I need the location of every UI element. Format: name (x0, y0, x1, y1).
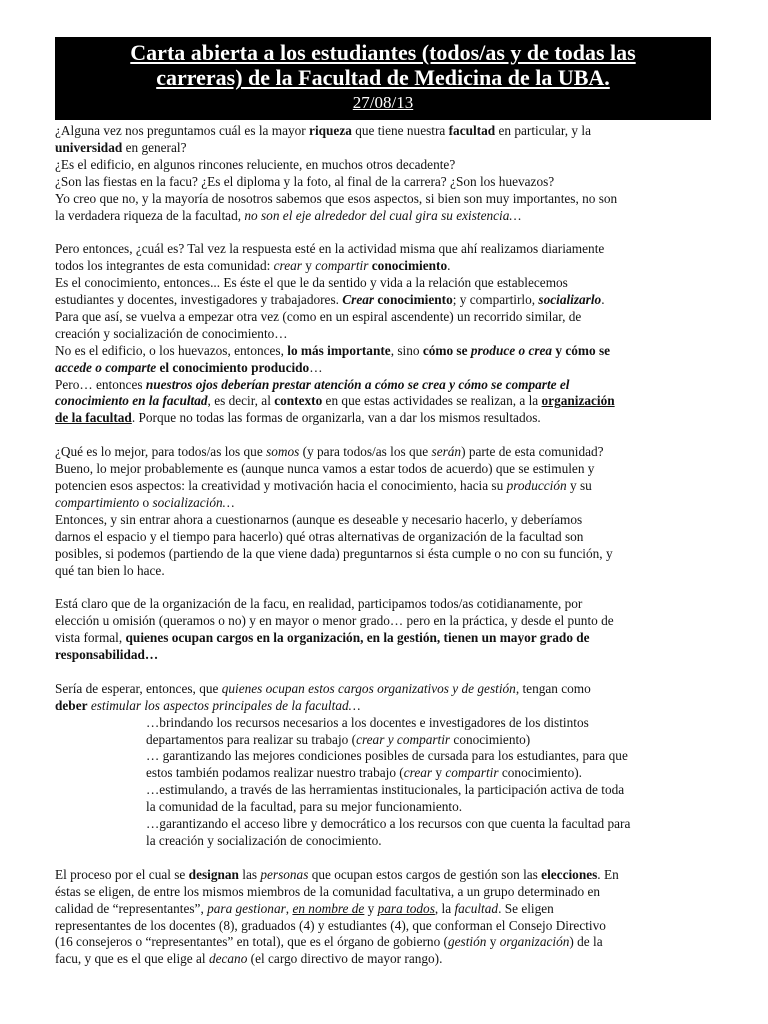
text-line: universidad en general? (55, 139, 187, 155)
list-item-line: la comunidad de la facultad, para su mejor funcionamiento. (146, 799, 463, 815)
paragraph-elecciones (55, 867, 717, 968)
paragraph-gap (55, 224, 717, 241)
text-line: calidad de “representantes”, para gestionar, en nombre de y para todos, la facultad. Se eligen (55, 900, 554, 916)
text-line: Para que así, se vuelva a empezar otra vez (como en un espiral ascendente) un recorrido similar, de (55, 308, 582, 324)
text-line: deber estimular los aspectos principales de la facultad… (55, 697, 361, 713)
text-line: vista formal, quienes ocupan cargos en la organización, en la gestión, tienen un mayor grado de (55, 630, 590, 646)
paragraph-deber (55, 681, 717, 850)
document-date: 27/08/13 (352, 93, 414, 112)
text-line: Pero entonces, ¿cuál es? Tal vez la respuesta esté en la actividad misma que ahí realizamos diariamente (55, 241, 605, 257)
text-line: todos los integrantes de esta comunidad: crear y compartir conocimiento. (55, 258, 451, 274)
text-line: responsabilidad… (55, 647, 159, 663)
text-line: Sería de esperar, entonces, que quienes ocupan estos cargos organizativos y de gestión, tengan como (55, 680, 591, 696)
title-line-1: Carta abierta a los estudiantes (todos/as y de todas las (130, 40, 636, 65)
text-line: la verdadera riqueza de la facultad, no son el eje alrededor del cual gira su existencia… (55, 207, 522, 223)
text-line: Está claro que de la organización de la facu, en realidad, participamos todos/as cotidianamente, por (55, 596, 583, 612)
text-line: accede o comparte el conocimiento producido… (55, 359, 323, 375)
text-line: ¿Qué es lo mejor, para todos/as los que somos (y para todos/as los que serán) parte de esta comunidad? (55, 444, 604, 460)
list-item-line: departamentos para realizar su trabajo (crear y compartir conocimiento) (146, 731, 531, 747)
text-line: Yo creo que no, y la mayoría de nosotros sabemos que esos aspectos, si bien son muy importantes, no son (55, 190, 618, 206)
text-line: posibles, si podemos (partiendo de la que viene dada) preguntarnos si ésta cumple o no con su función, y (55, 545, 613, 561)
text-line: El proceso por el cual se designan las personas que ocupan estos cargos de gestión son las elecciones. En (55, 866, 619, 882)
text-line: éstas se eligen, de entre los mismos miembros de la comunidad facultativa, a un grupo determinado en (55, 883, 601, 899)
paragraph-gap (55, 579, 717, 596)
text-line: conocimiento en la facultad, es decir, al contexto en que estas actividades se realizan, a la organización (55, 393, 615, 409)
text-line: estudiantes y docentes, investigadores y trabajadores. Crear conocimiento; y compartirlo, socializarlo. (55, 292, 605, 308)
list-item-line: estos también podamos realizar nuestro trabajo (crear y compartir conocimiento). (146, 765, 582, 781)
text-line: qué tan bien lo hace. (55, 562, 165, 578)
text-line: creación y socialización de conocimiento… (55, 325, 288, 341)
paragraph-lo-mejor (55, 444, 717, 579)
text-line: representantes de los docentes (8), graduados (4) y estudiantes (4), que conforman el Consejo Directivo (55, 917, 606, 933)
text-line: compartimiento o socialización… (55, 494, 235, 510)
text-line: facu, y que es el que elige al decano (el cargo directivo de mayor rango). (55, 951, 443, 967)
paragraph-gap (55, 427, 717, 444)
text-line: elección u omisión (queramos o no) y en mayor o menor grado… pero en la práctica, y desde el punto de (55, 613, 614, 629)
paragraph-organizacion (55, 596, 717, 664)
list-item-line: … garantizando las mejores condiciones posibles de cursada para los estudiantes, para que (146, 748, 628, 764)
text-line: ¿Alguna vez nos preguntamos cuál es la mayor riqueza que tiene nuestra facultad en particular, y la (55, 123, 591, 138)
text-line: ¿Son las fiestas en la facu? ¿Es el diploma y la foto, al final de la carrera? ¿Son los huevazos? (55, 173, 555, 189)
text-line: No es el edificio, o los huevazos, entonces, lo más importante, sino cómo se produce o crea y cómo se (55, 342, 611, 358)
text-line: Es el conocimiento, entonces... Es éste el que le da sentido y vida a la relación que establecemos (55, 275, 568, 291)
text-line: (16 consejeros o “representantes” en total), que es el órgano de gobierno (gestión y organización) de la (55, 934, 603, 950)
paragraph-riqueza (55, 123, 717, 224)
text-line: ¿Es el edificio, en algunos rincones reluciente, en muchos otros decadente? (55, 156, 456, 172)
list-item-line: …garantizando el acceso libre y democrático a los recursos con que cuenta la facultad para (146, 816, 631, 832)
text-line: darnos el espacio y el tiempo para hacerlo) qué otras alternativas de organización de la facultad son (55, 528, 584, 544)
text-line: Pero… entonces nuestros ojos deberían prestar atención a cómo se crea y cómo se comparte el (55, 376, 570, 392)
paragraph-conocimiento (55, 241, 717, 427)
paragraph-gap (55, 850, 717, 867)
list-item-line: …estimulando, a través de las herramientas institucionales, la participación activa de toda (146, 782, 625, 798)
text-line: Entonces, y sin entrar ahora a cuestionarnos (aunque es deseable y necesario hacerlo, y deberíamos (55, 511, 583, 527)
paragraph-gap (55, 664, 717, 681)
text-line: Bueno, lo mejor probablemente es (aunque nunca vamos a estar todos de acuerdo) que se estimulen y (55, 461, 595, 477)
text-line: potencien esos aspectos: la creatividad y motivación hacia el conocimiento, hacia su producción y su (55, 478, 592, 493)
text-line: de la facultad. Porque no todas las formas de organizarla, van a dar los mismos resultados. (55, 410, 541, 426)
document-title-banner (55, 37, 711, 120)
list-item-line: …brindando los recursos necesarios a los docentes e investigadores de los distintos (146, 714, 589, 730)
document-body (55, 123, 717, 968)
title-line-2: carreras) de la Facultad de Medicina de la UBA. (156, 65, 610, 90)
list-item-line: la creación y socialización de conocimiento. (146, 833, 382, 848)
indented-list (55, 715, 717, 850)
